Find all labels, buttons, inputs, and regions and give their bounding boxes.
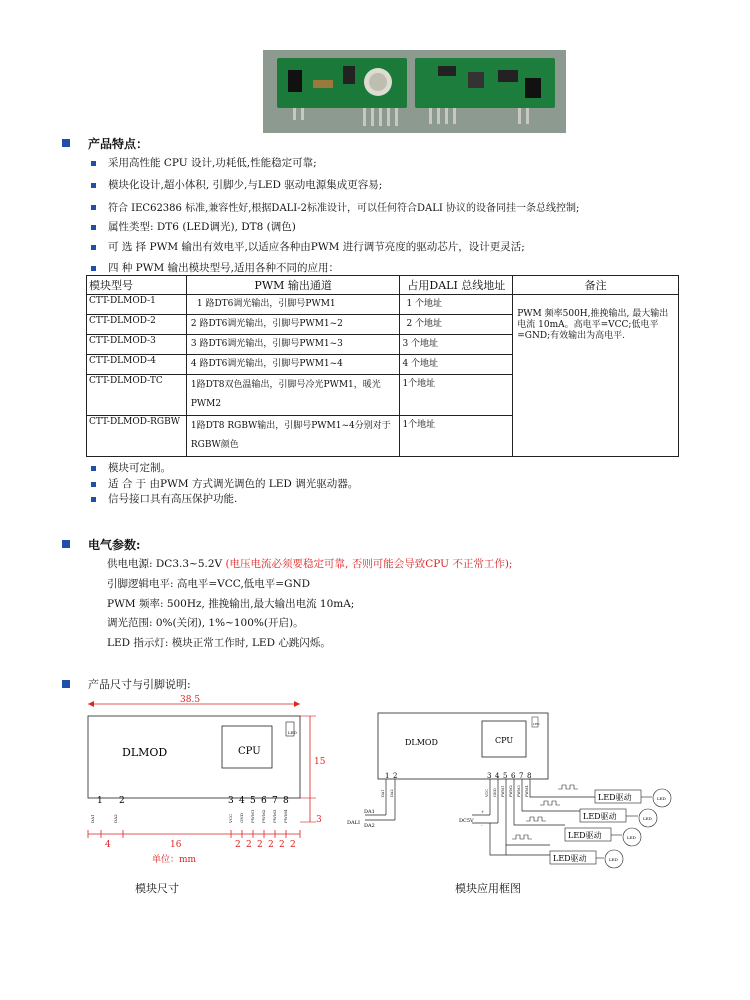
feature-item: 模块化设计,超小体积, 引脚少,与LED 驱动电源集成更容易; xyxy=(108,179,383,191)
led-driver-label: LED驱动 xyxy=(568,831,602,840)
table-note: PWM 频率500H,推挽输出, 最大输出电流 10mA。高电平=VCC;低电平=GND;有效输出为高电平. xyxy=(513,295,679,457)
pitch-label: 2 xyxy=(279,840,285,850)
table-cell: 3 个地址 xyxy=(400,335,513,355)
table-header: 占用DALI 总线地址 xyxy=(400,276,513,295)
feature-item: 适 合 于 由PWM 方式调光调色的 LED 调光驱动器。 xyxy=(108,478,359,490)
table-cell: CTT-DLMOD-4 xyxy=(87,355,187,375)
offset-dim-label: 4 xyxy=(105,840,111,850)
width-dim-label: 38.5 xyxy=(180,695,201,705)
feature-item: 符合 IEC62386 标准,兼容性好,根据DALI-2标准设计，可以任何符合DALI 协议的设备同挂一条总线控制; xyxy=(108,203,580,214)
product-photo xyxy=(263,50,566,133)
pin-name: GND xyxy=(239,813,244,823)
table-cell: 1个地址 xyxy=(400,375,513,416)
bullet-icon xyxy=(91,161,96,166)
feature-item: 信号接口具有高压保护功能. xyxy=(108,493,238,505)
pin-number: 5 xyxy=(503,772,508,780)
feature-item: 可 选 择 PWM 输出有效电平,以适应各种由PWM 进行调节亮度的驱动芯片，设计更灵活; xyxy=(108,241,525,253)
table-cell: 3 路DT6调光输出，引脚号PWM1~3 xyxy=(186,335,400,355)
section-bullet-icon xyxy=(62,540,70,548)
unit-label: 单位：mm xyxy=(152,855,197,865)
pitch-label: 2 xyxy=(268,840,274,850)
pin-name: PWM4 xyxy=(283,809,288,823)
led-driver-label: LED驱动 xyxy=(553,854,587,863)
pitch-label: 2 xyxy=(290,840,296,850)
electrical-line: LED 指示灯: 模块正常工作时, LED 心跳闪烁。 xyxy=(107,637,331,649)
pin-number: 1 xyxy=(385,772,390,780)
section-bullet-icon xyxy=(62,139,70,147)
table-cell: 2 个地址 xyxy=(400,315,513,335)
pin-name: PWM1 xyxy=(250,809,255,823)
pin-name: PWM1 xyxy=(501,785,505,797)
pin-name: DA1 xyxy=(381,789,385,797)
module-label: DLMOD xyxy=(122,746,168,759)
module-outline xyxy=(88,716,300,798)
bullet-icon xyxy=(91,183,96,188)
pin-name: DA2 xyxy=(390,789,394,797)
table-header: PWM 输出通道 xyxy=(186,276,400,295)
pin-number: 5 xyxy=(250,796,256,806)
pitch-label: 2 xyxy=(246,840,252,850)
table-cell: 1路DT8双色温输出，引脚号冷光PWM1，暖光PWM2 xyxy=(186,375,400,416)
height-dim-label: 15 xyxy=(314,757,326,767)
bullet-icon xyxy=(91,225,96,230)
span-dim-label: 16 xyxy=(170,840,182,850)
driver-output-lines xyxy=(596,797,652,858)
led-lamp-label: LED xyxy=(627,835,636,840)
power-plus-label: + xyxy=(481,809,485,814)
caption-application-diagram: 模块应用框图 xyxy=(455,882,521,895)
bullet-icon xyxy=(91,482,96,487)
pitch-label: 2 xyxy=(257,840,263,850)
table-header: 备注 xyxy=(513,276,679,295)
application-diagram xyxy=(340,705,680,875)
table-cell: 1 个地址 xyxy=(400,295,513,315)
pin-number: 4 xyxy=(239,796,245,806)
pin-number: 7 xyxy=(519,772,524,780)
dali-label: DALI xyxy=(347,820,360,826)
feature-item: 模块可定制。 xyxy=(108,462,171,474)
table-header: 模块型号 xyxy=(87,276,187,295)
pitch-dim-line xyxy=(88,830,300,838)
cpu-label: CPU xyxy=(495,736,514,745)
pin-number: 2 xyxy=(393,772,398,780)
table-cell: 4 个地址 xyxy=(400,355,513,375)
pin-number: 1 xyxy=(97,796,103,806)
pin-number: 7 xyxy=(272,796,278,806)
supply-warning: (电压电流必须要稳定可靠, 否则可能会导致CPU 不正常工作); xyxy=(225,558,513,570)
features-title: 产品特点： xyxy=(88,137,149,151)
pin-name: DA2 xyxy=(113,814,118,823)
bullet-icon xyxy=(91,466,96,471)
arrow-left-icon xyxy=(88,701,94,707)
pin-number: 3 xyxy=(487,772,492,780)
electrical-line: 引脚逻辑电平: 高电平=VCC,低电平=GND xyxy=(107,578,311,590)
pin-number: 3 xyxy=(228,796,234,806)
feature-item: 属性类型: DT6 (LED调光), DT8 (调色) xyxy=(108,221,296,233)
pin-number: 2 xyxy=(119,796,125,806)
pin-name: PWM2 xyxy=(261,809,266,823)
table-cell: CTT-DLMOD-3 xyxy=(87,335,187,355)
feature-item: 采用高性能 CPU 设计,功耗低,性能稳定可靠; xyxy=(108,157,317,169)
pin-name: PWM3 xyxy=(272,809,277,823)
table-cell: CTT-DLMOD-1 xyxy=(87,295,187,315)
table-cell: 1 路DT6调光输出，引脚号PWM1 xyxy=(186,295,400,315)
led-driver-label: LED驱动 xyxy=(598,793,632,802)
bullet-icon xyxy=(91,497,96,502)
led-indicator-label: LED xyxy=(533,722,540,726)
cpu-label: CPU xyxy=(238,746,261,757)
module-spec-table xyxy=(86,275,679,457)
pin-name: GND xyxy=(493,788,497,797)
table-row xyxy=(87,295,679,315)
power-label: DC5V xyxy=(459,818,474,824)
pin-name: PWM4 xyxy=(525,785,529,797)
pin-number: 8 xyxy=(283,796,289,806)
pitch-label: 2 xyxy=(235,840,241,850)
led-lamp-label: LED xyxy=(609,857,618,862)
pin-number: 6 xyxy=(511,772,516,780)
pin-number: 6 xyxy=(261,796,267,806)
led-driver-label: LED驱动 xyxy=(583,812,617,821)
table-cell: 4 路DT6调光输出，引脚号PWM1~4 xyxy=(186,355,400,375)
pin-name: PWM2 xyxy=(509,785,513,797)
pin-name: DA1 xyxy=(90,814,95,823)
pin-name: VCC xyxy=(485,789,489,797)
caption-module-size: 模块尺寸 xyxy=(135,882,179,895)
module-dimension-drawing xyxy=(80,690,340,880)
table-cell: 1个地址 xyxy=(400,416,513,457)
dimensions-title: 产品尺寸与引脚说明: xyxy=(88,678,191,691)
electrical-title: 电气参数: xyxy=(88,538,141,552)
table-cell: CTT-DLMOD-TC xyxy=(87,375,187,416)
electrical-line: 调光范围: 0%(关闭), 1%~100%(开启)。 xyxy=(107,617,304,629)
feature-item: 四 种 PWM 输出模块型号,适用各种不同的应用： xyxy=(108,262,339,274)
pin-number: 8 xyxy=(527,772,532,780)
table-cell: CTT-DLMOD-2 xyxy=(87,315,187,335)
table-header-row xyxy=(87,276,679,295)
bullet-icon xyxy=(91,205,96,210)
wiring xyxy=(365,779,595,855)
led-indicator-label: LED xyxy=(288,730,297,735)
pin-name: VCC xyxy=(228,813,233,823)
electrical-line: PWM 频率: 500Hz, 推挽输出,最大输出电流 10mA; xyxy=(107,598,355,610)
led-lamp-label: LED xyxy=(657,796,666,801)
module-label: DLMOD xyxy=(405,738,438,747)
power-minus-label: - xyxy=(481,823,483,828)
module-outline xyxy=(378,713,548,779)
table-cell: 2 路DT6调光输出，引脚号PWM1~2 xyxy=(186,315,400,335)
dali-line-label: DA1 xyxy=(364,809,375,815)
dali-line-label: DA2 xyxy=(364,823,375,829)
pin-number: 4 xyxy=(495,772,500,780)
bullet-icon xyxy=(91,245,96,250)
section-bullet-icon xyxy=(62,680,70,688)
bullet-icon xyxy=(91,266,96,271)
pin-name: PWM3 xyxy=(517,785,521,797)
arrow-right-icon xyxy=(294,701,300,707)
table-cell: CTT-DLMOD-RGBW xyxy=(87,416,187,457)
led-lamp-label: LED xyxy=(643,816,652,821)
pin-dim-label: 3 xyxy=(316,815,322,825)
supply-line xyxy=(107,556,512,571)
supply-label: 供电电源: DC3.3~5.2V xyxy=(107,558,226,570)
table-cell: 1路DT8 RGBW输出，引脚号PWM1~4分别对于RGBW颜色 xyxy=(186,416,400,457)
